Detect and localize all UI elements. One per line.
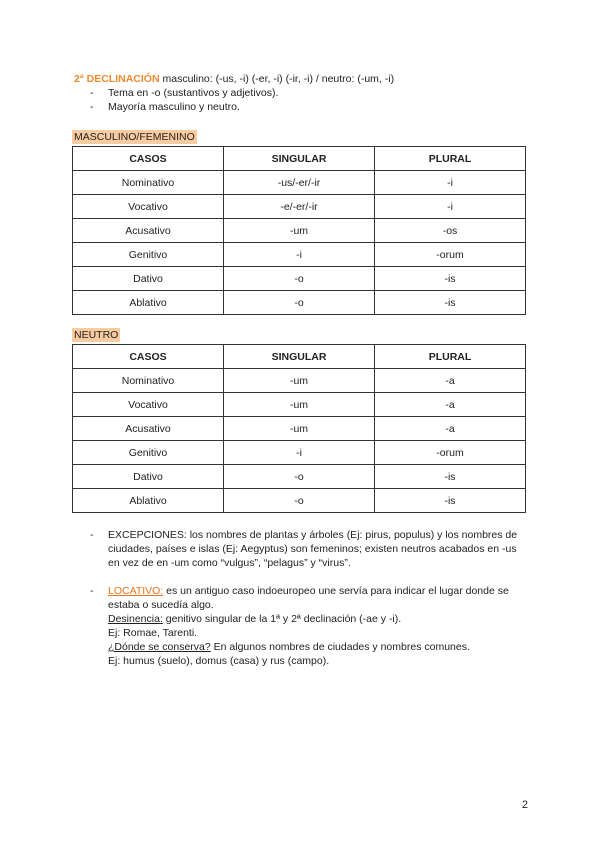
table-cell: Ablativo [73,489,224,513]
table-row [73,465,526,489]
desinencia-text: genitivo singular de la 1ª y 2ª declinación (-ae y -i). [162,613,402,625]
table-row [73,369,526,393]
table-row [73,243,526,267]
column-header: PLURAL [375,147,526,171]
table-cell: -um [224,393,375,417]
intro-list [90,86,278,114]
table-cell: -o [224,291,375,315]
table-cell: Vocativo [73,195,224,219]
table-cell: -us/-er/-ir [224,171,375,195]
table-cell: -orum [375,243,526,267]
exceptions-note: - EXCEPCIONES: los nombres de plantas y árboles (Ej: pirus, populus) y los nombres de ciudades, países e islas (Ej: Aegyptus) son femeninos; existen neutros acabados en -us en vez de en -um como “vulgus”, “pelagus” y “virus”. [90,528,530,570]
table-header-row [73,147,526,171]
column-header: CASOS [73,345,224,369]
column-header: SINGULAR [224,345,375,369]
table-cell: -o [224,465,375,489]
table-cell: Vocativo [73,393,224,417]
table-row [73,393,526,417]
table-cell: -e/-er/-ir [224,195,375,219]
table-cell: -i [375,195,526,219]
notes-list [90,528,530,682]
desinencia-label: Desinencia: [108,613,163,625]
table-row [73,195,526,219]
table-row [73,417,526,441]
table-cell: -os [375,219,526,243]
donde-text: En algunos nombres de ciudades y nombres comunes. [210,641,470,653]
table-cell: Genitivo [73,243,224,267]
locativo-note [90,584,530,668]
table-row [73,291,526,315]
table-cell: -i [224,441,375,465]
table-cell: -orum [375,441,526,465]
donde-label: ¿Dónde se conserva? [108,641,211,653]
table-header-row [73,345,526,369]
masculine-table [72,146,526,315]
table-cell: -a [375,393,526,417]
table-cell: Dativo [73,267,224,291]
table-cell: -a [375,369,526,393]
locativo-text: es un antiguo caso indoeuropeo une servía para indicar el lugar donde se estaba o sucedía algo. [108,585,509,611]
table-cell: -o [224,267,375,291]
table-cell: Ablativo [73,291,224,315]
table-cell: -o [224,489,375,513]
table-row [73,171,526,195]
table-cell: -um [224,417,375,441]
table-cell: Genitivo [73,441,224,465]
table-row [73,219,526,243]
table-row [73,489,526,513]
example-line: Ej: Romae, Tarenti. [108,627,198,639]
list-item: - Mayoría masculino y neutro. [90,100,278,114]
list-item: - Tema en -o (sustantivos y adjetivos). [90,86,278,100]
page-number: 2 [521,799,528,811]
column-header: PLURAL [375,345,526,369]
table-cell: -um [224,219,375,243]
table-row [73,441,526,465]
section-label-neutro: NEUTRO [74,329,119,341]
section-label-masculino: MASCULINO/FEMENINO [74,131,195,143]
table-cell: -is [375,267,526,291]
table-cell: Nominativo [73,171,224,195]
table-cell: -is [375,291,526,315]
table-cell: -um [224,369,375,393]
table-row [73,267,526,291]
example-line: Ej: humus (suelo), domus (casa) y rus (campo). [108,655,330,667]
declension-title: 2ª DECLINACIÓN [74,73,160,85]
table-cell: -i [375,171,526,195]
locativo-label: LOCATIVO: [108,585,164,597]
table-cell: Acusativo [73,417,224,441]
table-cell: -i [224,243,375,267]
column-header: CASOS [73,147,224,171]
declension-endings: masculino: (-us, -i) (-er, -i) (-ir, -i) / neutro: (-um, -i) [159,73,395,85]
table-cell: Acusativo [73,219,224,243]
table-cell: Dativo [73,465,224,489]
table-cell: Nominativo [73,369,224,393]
column-header: SINGULAR [224,147,375,171]
table-cell: -is [375,489,526,513]
neuter-table [72,344,526,513]
heading-line [74,72,394,86]
table-cell: -a [375,417,526,441]
table-cell: -is [375,465,526,489]
